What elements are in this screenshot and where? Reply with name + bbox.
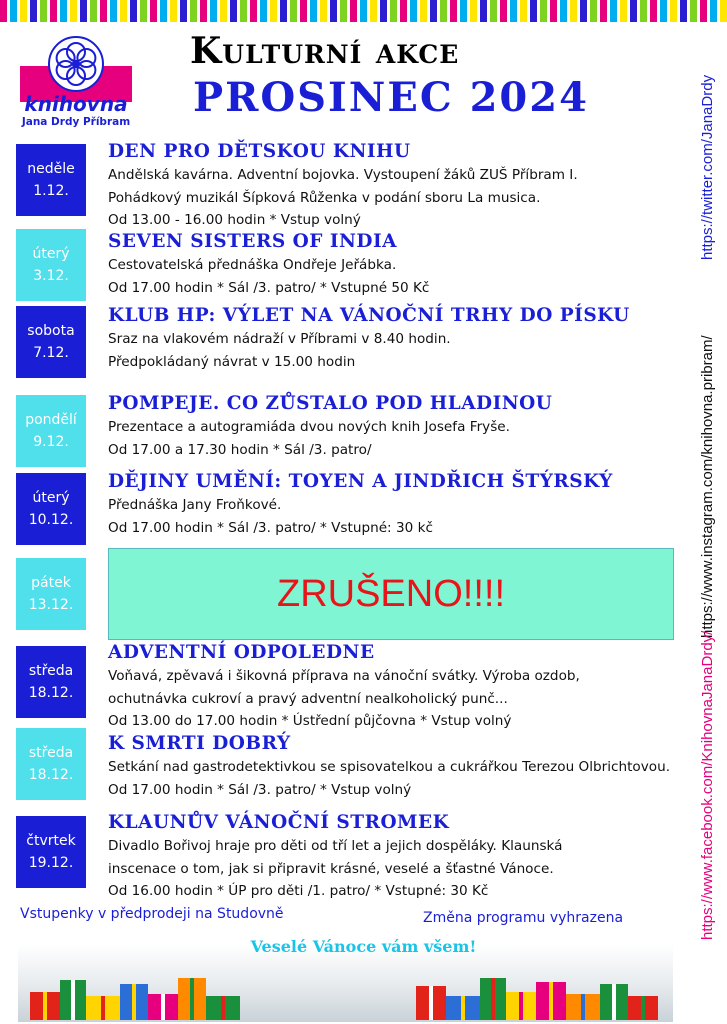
flower-icon: [48, 36, 104, 92]
logo-name: knihovna: [24, 92, 128, 116]
event-date: 13.12.: [28, 597, 74, 613]
event-day: sobota: [27, 323, 75, 339]
event-item: [108, 304, 698, 373]
event-line: Cestovatelská přednáška Ondřeje Jeřábka.: [108, 257, 397, 273]
event-title: ADVENTNÍ ODPOLEDNE: [108, 642, 375, 663]
event-item: [108, 140, 698, 232]
event-date: 3.12.: [33, 268, 69, 284]
event-date-box: [16, 816, 86, 888]
event-title: POMPEJE. CO ZŮSTALO POD HLADINOU: [108, 393, 553, 414]
event-line: Divadlo Bořivoj hraje pro děti od tří let a jejich dospěláky. Klaunská: [108, 838, 563, 854]
event-title: SEVEN SISTERS OF INDIA: [108, 231, 397, 252]
event-line: Voňavá, zpěvavá i šikovná příprava na vánoční svátky. Výroba ozdob,: [108, 668, 580, 684]
event-date: 18.12.: [28, 767, 74, 783]
event-line: Od 17.00 hodin * Sál /3. patro/ * Vstupné 50 Kč: [108, 279, 430, 296]
event-line: Od 16.00 hodin * ÚP pro děti /1. patro/ * Vstupné: 30 Kč: [108, 883, 489, 899]
gift-boxes-icon: [26, 966, 246, 1022]
event-line: Od 13.00 - 16.00 hodin * Vstup volný: [108, 212, 361, 228]
event-item: [108, 230, 698, 299]
event-title: KLAUNŮV VÁNOČNÍ STROMEK: [108, 812, 450, 833]
event-date: 1.12.: [33, 183, 69, 199]
event-item: [108, 392, 698, 461]
event-title: DEN PRO DĚTSKOU KNIHU: [108, 141, 411, 162]
event-date: 19.12.: [28, 855, 74, 871]
event-line: Předpokládaný návrat v 15.00 hodin: [108, 353, 356, 370]
event-day: pátek: [31, 575, 71, 591]
event-date: 18.12.: [28, 685, 74, 701]
event-line: Od 17.00 hodin * Sál /3. patro/ * Vstupné: 30 kč: [108, 519, 433, 536]
page-title: Kulturní akce: [190, 30, 460, 72]
library-logo: [20, 36, 132, 128]
event-title: K SMRTI DOBRÝ: [108, 733, 291, 754]
event-line: Od 17.00 a 17.30 hodin * Sál /3. patro/: [108, 441, 372, 458]
event-line: Andělská kavárna. Adventní bojovka. Vystoupení žáků ZUŠ Příbram I.: [108, 167, 578, 183]
logo-subtitle: Jana Drdy Příbram: [21, 116, 131, 128]
event-title: KLUB HP: VÝLET NA VÁNOČNÍ TRHY DO PÍSKU: [108, 305, 630, 326]
event-item: [108, 811, 698, 903]
event-date-box: [16, 558, 86, 630]
event-line: Pohádkový muzikál Šípková Růženka v podání sboru La musica.: [108, 189, 541, 206]
christmas-greeting: Veselé Vánoce vám všem!: [250, 937, 477, 956]
event-day: středa: [28, 663, 74, 679]
event-line: Prezentace a autogramiáda dvou nových knih Josefa Fryše.: [108, 419, 510, 435]
event-item: [108, 470, 698, 539]
event-date: 9.12.: [33, 434, 69, 450]
page-subtitle: PROSINEC 2024: [193, 74, 589, 121]
event-line: ochutnávka cukroví a pravý adventní nealkoholický punč...: [108, 690, 508, 707]
event-title: DĚJINY UMĚNÍ: TOYEN A JINDŘICH ŠTÝRSKÝ: [108, 471, 613, 492]
tickets-note: Vstupenky v předprodeji na Studovně: [20, 906, 284, 922]
event-item: [108, 641, 698, 733]
decorative-stripe-border: [0, 0, 727, 22]
event-date-box: [16, 728, 86, 800]
event-date-box: [16, 306, 86, 378]
event-date-box: [16, 473, 86, 545]
event-day: čtvrtek: [26, 833, 76, 849]
event-day: úterý: [32, 490, 70, 506]
event-day: úterý: [32, 246, 70, 262]
facebook-link[interactable]: https://www.facebook.com/KnihovnaJanaDrdy/: [699, 630, 716, 940]
cancelled-notice: ZRUŠENO!!!!: [108, 548, 674, 640]
event-line: Setkání nad gastrodetektivkou se spisovatelkou a cukrářkou Terezou Olbrichtovou.: [108, 759, 671, 775]
event-item: [108, 732, 698, 801]
gift-boxes-icon: [412, 966, 662, 1022]
program-change-note: Změna programu vyhrazena: [423, 910, 624, 926]
event-date-box: [16, 144, 86, 216]
event-date-box: [16, 229, 86, 301]
event-line: Přednáška Jany Froňkové.: [108, 497, 282, 513]
event-day: pondělí: [25, 412, 77, 428]
event-day: neděle: [27, 161, 75, 177]
event-date-box: [16, 646, 86, 718]
event-line: inscenace o tom, jak si připravit krásné, veselé a šťastné Vánoce.: [108, 860, 554, 877]
event-line: Od 17.00 hodin * Sál /3. patro/ * Vstup volný: [108, 781, 412, 798]
twitter-link[interactable]: https://twitter.com/JanaDrdy: [699, 74, 716, 260]
instagram-link[interactable]: https://www.instagram.com/knihovna.pribram/: [699, 335, 716, 638]
event-date-box: [16, 395, 86, 467]
social-links: [691, 60, 721, 960]
event-day: středa: [28, 745, 74, 761]
event-line: Sraz na vlakovém nádraží v Příbrami v 8.40 hodin.: [108, 331, 451, 347]
event-date: 7.12.: [33, 345, 69, 361]
event-line: Od 13.00 do 17.00 hodin * Ústřední půjčovna * Vstup volný: [108, 713, 512, 729]
event-date: 10.12.: [28, 512, 74, 528]
